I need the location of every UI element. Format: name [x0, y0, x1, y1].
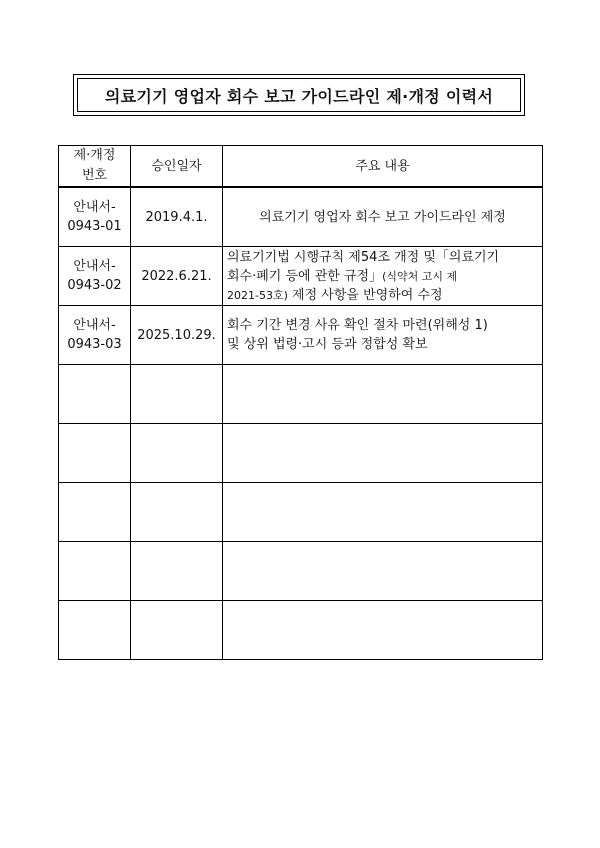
row-content-line	[227, 286, 538, 305]
row-number-line1: 안내서-	[73, 200, 116, 215]
table-row-empty	[59, 424, 543, 483]
empty-cell	[59, 365, 131, 424]
row-content-note: 2021-53호)	[227, 288, 288, 302]
row-content-note: (식약처 고시 제	[382, 269, 458, 283]
table-row	[59, 187, 543, 247]
empty-cell	[131, 365, 223, 424]
table-row-empty	[59, 365, 543, 424]
document-title: 의료기기 영업자 회수 보고 가이드라인 제·개정 이력서	[77, 78, 521, 112]
empty-cell	[223, 424, 543, 483]
empty-cell	[223, 365, 543, 424]
empty-cell	[131, 483, 223, 542]
row-content-segment: 회수·폐기 등에 관한 규정」	[227, 268, 383, 284]
row-number-line2: 0943-03	[67, 337, 122, 352]
row-date: 2025.10.29.	[131, 306, 223, 365]
row-date: 2022.6.21.	[131, 247, 223, 306]
row-number-line1: 안내서-	[73, 259, 116, 274]
row-content-line: 및 상위 법령·고시 등과 정합성 확보	[227, 337, 428, 352]
empty-cell	[59, 601, 131, 660]
header-number-line1: 제·개정	[73, 148, 116, 163]
empty-cell	[59, 424, 131, 483]
table-row-empty	[59, 483, 543, 542]
row-number-line2: 0943-02	[67, 278, 122, 293]
row-date: 2019.4.1.	[131, 187, 223, 247]
row-number	[59, 187, 131, 247]
row-number	[59, 306, 131, 365]
row-content	[223, 247, 543, 306]
empty-cell	[59, 542, 131, 601]
row-content-line: 의료기기 영업자 회수 보고 가이드라인 제정	[259, 209, 506, 225]
empty-cell	[131, 601, 223, 660]
empty-cell	[59, 483, 131, 542]
row-content	[223, 306, 543, 365]
empty-cell	[223, 483, 543, 542]
row-content-line	[227, 267, 538, 286]
row-content-line: 회수 기간 변경 사유 확인 절차 마련(위해성 1)	[227, 318, 488, 333]
row-content	[223, 187, 543, 247]
header-number	[59, 146, 131, 188]
row-content-line: 의료기기법 시행규칙 제54조 개정 및「의료기기	[227, 249, 500, 265]
header-date: 승인일자	[131, 146, 223, 188]
table-row	[59, 247, 543, 306]
header-number-line2: 번호	[81, 168, 108, 183]
table-header-row	[59, 146, 543, 188]
empty-cell	[131, 424, 223, 483]
row-number-line1: 안내서-	[73, 318, 116, 333]
empty-cell	[131, 542, 223, 601]
title-box	[73, 74, 525, 116]
row-content-segment: 제정 사항을 반영하여 수정	[287, 287, 443, 303]
row-number-line2: 0943-01	[67, 219, 122, 234]
table-row-empty	[59, 601, 543, 660]
empty-cell	[223, 542, 543, 601]
empty-cell	[223, 601, 543, 660]
revision-history-table	[58, 145, 543, 660]
header-content: 주요 내용	[223, 146, 543, 188]
table-row-empty	[59, 542, 543, 601]
table-row	[59, 306, 543, 365]
row-number	[59, 247, 131, 306]
